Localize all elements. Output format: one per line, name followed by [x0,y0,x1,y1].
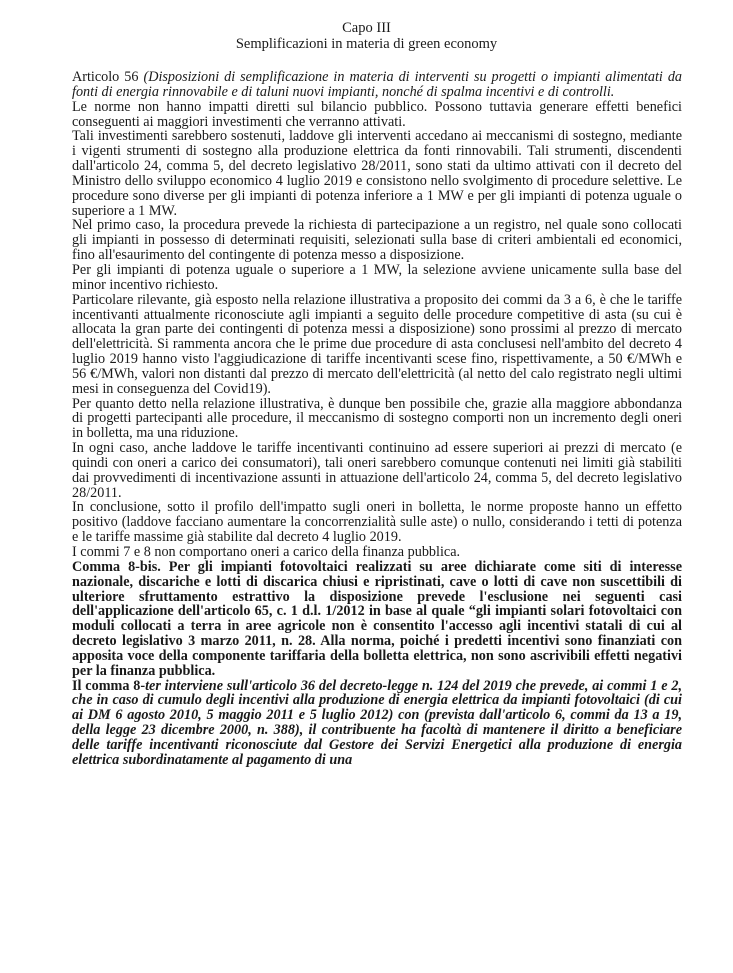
paragraph: Per gli impianti di potenza uguale o superiore a 1 MW, la selezione avviene unicamente sulla base del minor incentivo richiesto. [72,261,682,293]
paragraph: Le norme non hanno impatti diretti sul bilancio pubblico. Possono tuttavia generare effetti benefici conseguenti ai maggiori investimenti che verranno attivati. [72,98,682,130]
paragraph: Particolare rilevante, già esposto nella relazione illustrativa a proposito dei commi da 3 a 6, è che le tariffe incentivanti attualmente riconosciute agli impianti a seguito delle procedure competitive di asta (su cui è allocata la gran parte dei contingenti di potenza messi a disposizione) sono prossimi al prezzo di mercato dell'elettricità. Si rammenta ancora che le prime due procedure di asta conclusesi nell'ambito del decreto 4 luglio 2019 hanno visto l'aggiudicazione di tariffe incentivanti scese fino, rispettivamente, a 50 €/MWh e 56 €/MWh, valori non distanti dal prezzo di mercato dell'elettricità (al netto del calo registrato negli ultimi mesi in conseguenza del Covid19). [72,291,682,397]
comma-8ter-lead: Il comma 8- [72,677,146,694]
article-label: Articolo 56 [72,69,139,85]
document-body [72,70,682,768]
comma-8ter-ter: ter [145,677,161,694]
article-title: (Disposizioni di semplificazione in materia di interventi su progetti o impianti alimentati da fonti di energia rinnovabile e di taluni nuovi impianti, nonché di spalma incentivi e di controlli. [72,69,683,100]
paragraph: Per quanto detto nella relazione illustrativa, è dunque ben possibile che, grazie alla maggiore abbondanza di progetti partecipanti alle procedure, il meccanismo di sostegno comporti non un incremento degli oneri in bolletta, ma una riduzione. [72,395,682,442]
comma-8ter-text: interviene sull'articolo 36 del decreto-legge n. 124 del 2019 che prevede, ai commi 1 e 2, che in caso di cumulo degli incentivi alla produzione di energia elettrica da impianti fotovoltaici (di cui ai DM 6 agosto 2010, 5 maggio 2011 e 5 luglio 2012) con (prevista dall'articolo 6, commi da 13 a 19, della legge 23 dicembre 2000, n. 388), il contribuente ha facoltà di mantenere il diritto a beneficiare delle tariffe incentivanti riconosciute dal Gestore dei Servizi Energetici alla produzione di energia elettrica subordinatamente al pagamento di una [72,677,683,768]
article-heading [72,70,682,100]
paragraph: I commi 7 e 8 non comportano oneri a carico della finanza pubblica. [72,544,461,560]
comma-8ter-paragraph [72,679,682,768]
paragraph: Nel primo caso, la procedura prevede la richiesta di partecipazione a un registro, nel quale sono collocati gli impianti in possesso di determinati requisiti, selezionati sulla base di criteri ambientali ed economici, fino all'esaurimento del contingente di potenza messo a disposizione. [72,217,682,264]
chapter-heading: Capo III [342,20,391,36]
paragraph: In ogni caso, anche laddove le tariffe incentivanti continuino ad essere superiori ai prezzi di mercato (e quindi con oneri a carico dei consumatori), tali oneri sarebbero comunque contenuti nei limiti già stabiliti dai provvedimenti di incentivazione assunti in attuazione dell'articolo 24, comma 5, del decreto legislativo 28/2011. [72,440,682,501]
comma-8bis-paragraph: Comma 8-bis. Per gli impianti fotovoltaici realizzati su aree dichiarate come siti di interesse nazionale, discariche e lotti di discarica chiusi e ripristinati, cave o lotti di cave non suscettibili di ulteriore sfruttamento estrattivo la disposizione prevede l'esclusione nei seguenti casi dell'applicazione dell'articolo 65, c. 1 d.l. 1/2012 in base al quale “gli impianti solari fotovoltaici con moduli collocati a terra in aree agricole non è consentito l'accesso agli incentivi statali di cui al decreto legislativo 3 marzo 2011, n. 28. Alla norma, poiché i predetti incentivi sono finanziati con apposita voce della componente tariffaria della bolletta elettrica, non sono ascrivibili effetti negativi per la finanza pubblica. [72,558,682,679]
chapter-subtitle: Semplificazioni in materia di green economy [235,36,498,52]
paragraph: Tali investimenti sarebbero sostenuti, laddove gli interventi accedano ai meccanismi di sostegno, mediante i vigenti strumenti di sostegno alla produzione elettrica da fonti rinnovabili. Tali strumenti, discendenti dall'articolo 24, comma 5, del decreto legislativo 28/2011, sono stati da ultimo attivati con il decreto del Ministro dello sviluppo economico 4 luglio 2019 e consistono nello svolgimento di procedure selettive. Le procedure sono diverse per gli impianti di potenza inferiore a 1 MW e per gli impianti di potenza uguale o superiore a 1 MW. [72,128,682,219]
paragraph: In conclusione, sotto il profilo dell'impatto sugli oneri in bolletta, le norme proposte hanno un effetto positivo (laddove facciano aumentare la concorrenzialità sulle aste) o nullo, considerando i tetti di potenza e le tariffe massime già stabilite dal decreto 4 luglio 2019. [72,499,682,546]
